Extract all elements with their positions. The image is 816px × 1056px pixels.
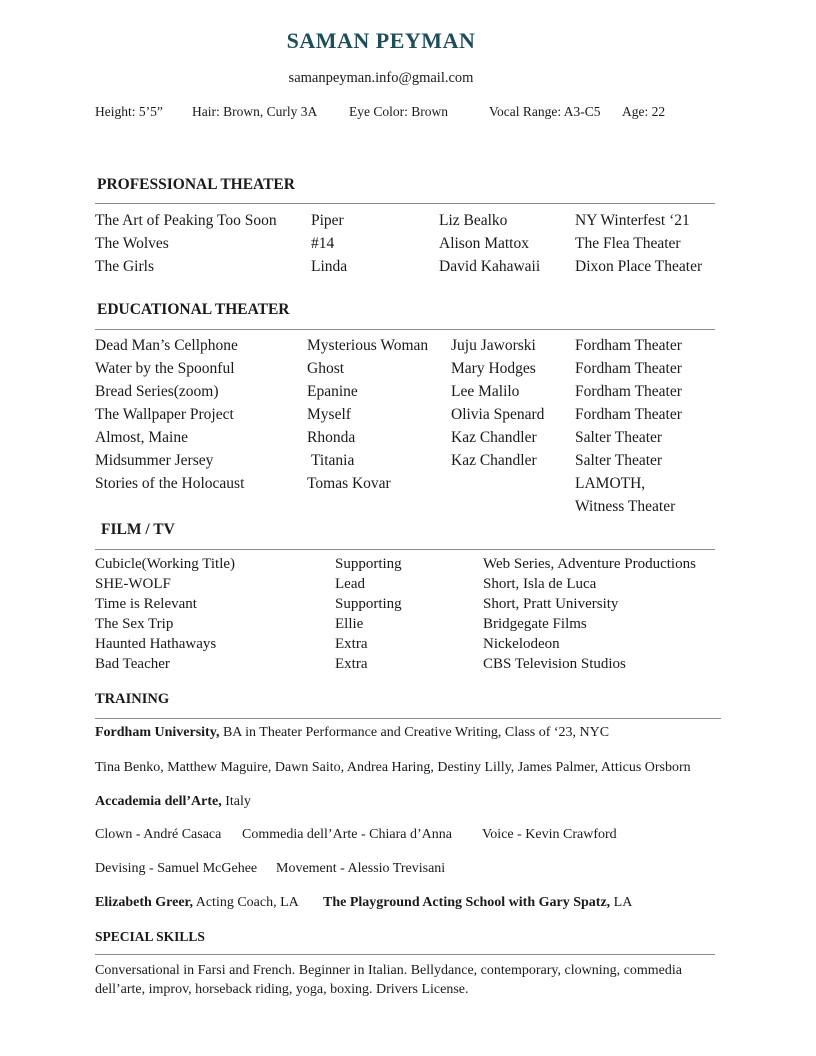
credit-role: Rhonda	[307, 429, 356, 446]
training-detail: BA in Theater Performance and Creative Writing, Class of ‘23, NYC	[219, 725, 610, 740]
credit-company: CBS Television Studios	[483, 656, 626, 672]
credit-director: Liz Bealko	[439, 212, 508, 229]
credit-show: The Wallpaper Project	[95, 406, 234, 423]
credit-role: Extra	[335, 656, 368, 672]
stat-height: Height: 5’5”	[95, 104, 163, 119]
resume-name: SAMAN PEYMAN	[286, 28, 476, 53]
credit-director: Alison Mattox	[439, 235, 529, 252]
section-heading-film-tv: FILM / TV	[101, 521, 175, 538]
stat-vocal-range: Vocal Range: A3-C5	[489, 104, 601, 119]
credit-role: Ghost	[307, 360, 345, 377]
credit-show: Dead Man’s Cellphone	[95, 337, 238, 354]
training-school: Accademia dell’Arte,	[95, 794, 222, 809]
credit-role: Myself	[307, 406, 351, 423]
credit-role: Supporting	[335, 556, 402, 572]
credit-title: The Sex Trip	[95, 616, 174, 632]
credit-title: SHE-WOLF	[95, 576, 171, 592]
credit-venue: The Flea Theater	[575, 235, 681, 252]
training-school: The Playground Acting School with Gary Spatz,	[323, 895, 611, 910]
training-school: Elizabeth Greer,	[95, 895, 193, 910]
credit-role: #14	[311, 235, 335, 252]
credit-venue: Salter Theater	[575, 452, 663, 469]
credit-director: Olivia Spenard	[451, 406, 545, 423]
credit-role: Linda	[311, 258, 348, 275]
credit-title: Cubicle(Working Title)	[95, 556, 236, 572]
credit-role: Piper	[311, 212, 344, 229]
section-divider	[95, 549, 715, 550]
credit-venue: Salter Theater	[575, 429, 663, 446]
training-clown: Clown - André Casaca	[95, 827, 222, 842]
email-address[interactable]: samanpeyman.info@gmail.com	[288, 70, 474, 86]
credit-role: Supporting	[335, 596, 402, 612]
special-skills-text: Conversational in Farsi and French. Beginner in Italian. Bellydance, contemporary, clowning, commedia dell’arte, improv, horseback riding, yoga, boxing. Drivers License.	[95, 963, 682, 997]
stat-eye-color: Eye Color: Brown	[349, 104, 448, 119]
credit-title: Haunted Hathaways	[95, 636, 217, 652]
credit-venue: NY Winterfest ‘21	[575, 212, 690, 229]
credit-role: Tomas Kovar	[307, 475, 391, 492]
credit-director: Kaz Chandler	[451, 429, 537, 446]
stat-age: Age: 22	[622, 104, 666, 119]
training-movement: Movement - Alessio Trevisani	[276, 861, 446, 876]
credit-director: Mary Hodges	[451, 360, 536, 377]
credit-director: Juju Jaworski	[451, 337, 536, 354]
credit-company: Bridgegate Films	[483, 616, 587, 632]
training-playground	[323, 895, 632, 911]
credit-role: Extra	[335, 636, 368, 652]
training-commedia: Commedia dell’Arte - Chiara d’Anna	[242, 827, 452, 842]
credit-company: Web Series, Adventure Productions	[483, 556, 696, 572]
section-heading-training: TRAINING	[95, 691, 170, 707]
credit-role: Ellie	[335, 616, 364, 632]
credit-venue: Fordham Theater	[575, 360, 682, 377]
credit-title: Time is Relevant	[95, 596, 197, 612]
training-teachers: Tina Benko, Matthew Maguire, Dawn Saito, Andrea Haring, Destiny Lilly, James Palmer, Atticus Orsborn	[95, 760, 691, 775]
credit-show: Stories of the Holocaust	[95, 475, 245, 492]
credit-show: The Girls	[95, 258, 154, 275]
training-devising: Devising - Samuel McGehee	[95, 861, 258, 876]
credit-title: Bad Teacher	[95, 656, 170, 672]
credit-role: Lead	[335, 576, 365, 592]
credit-venue: Fordham Theater	[575, 337, 682, 354]
section-heading-special-skills: SPECIAL SKILLS	[95, 929, 205, 944]
training-detail: Italy	[221, 794, 251, 809]
credit-venue: Fordham Theater	[575, 406, 682, 423]
credit-role: Titania	[311, 452, 355, 469]
section-heading-educational: EDUCATIONAL THEATER	[97, 301, 290, 318]
credit-director: David Kahawaii	[439, 258, 541, 275]
credit-venue: LAMOTH,	[575, 475, 646, 492]
section-heading-professional: PROFESSIONAL THEATER	[97, 176, 295, 193]
credit-show: The Wolves	[95, 235, 169, 252]
training-detail: Acting Coach, LA	[193, 895, 299, 910]
training-accademia	[95, 794, 251, 810]
credit-director: Lee Malilo	[451, 383, 520, 400]
credit-director: Kaz Chandler	[451, 452, 537, 469]
section-divider	[95, 203, 715, 204]
training-greer	[95, 895, 299, 911]
credit-company: Nickelodeon	[483, 636, 560, 652]
section-divider	[95, 718, 721, 719]
section-divider	[95, 329, 715, 330]
credit-show: Water by the Spoonful	[95, 360, 235, 377]
training-voice: Voice - Kevin Crawford	[482, 827, 617, 842]
credit-venue-continued: Witness Theater	[575, 498, 676, 515]
credit-show: The Art of Peaking Too Soon	[95, 212, 277, 229]
credit-show: Almost, Maine	[95, 429, 188, 446]
training-fordham	[95, 725, 609, 741]
stat-hair: Hair: Brown, Curly 3A	[192, 104, 318, 119]
credit-role: Mysterious Woman	[307, 337, 429, 354]
credit-company: Short, Pratt University	[483, 596, 619, 612]
credit-role: Epanine	[307, 383, 358, 400]
credit-show: Bread Series(zoom)	[95, 383, 219, 400]
credit-company: Short, Isla de Luca	[483, 576, 597, 592]
credit-show: Midsummer Jersey	[95, 452, 214, 469]
training-detail: LA	[610, 895, 633, 910]
training-school: Fordham University,	[95, 725, 220, 740]
section-divider	[95, 954, 715, 955]
credit-venue: Fordham Theater	[575, 383, 682, 400]
credit-venue: Dixon Place Theater	[575, 258, 703, 275]
